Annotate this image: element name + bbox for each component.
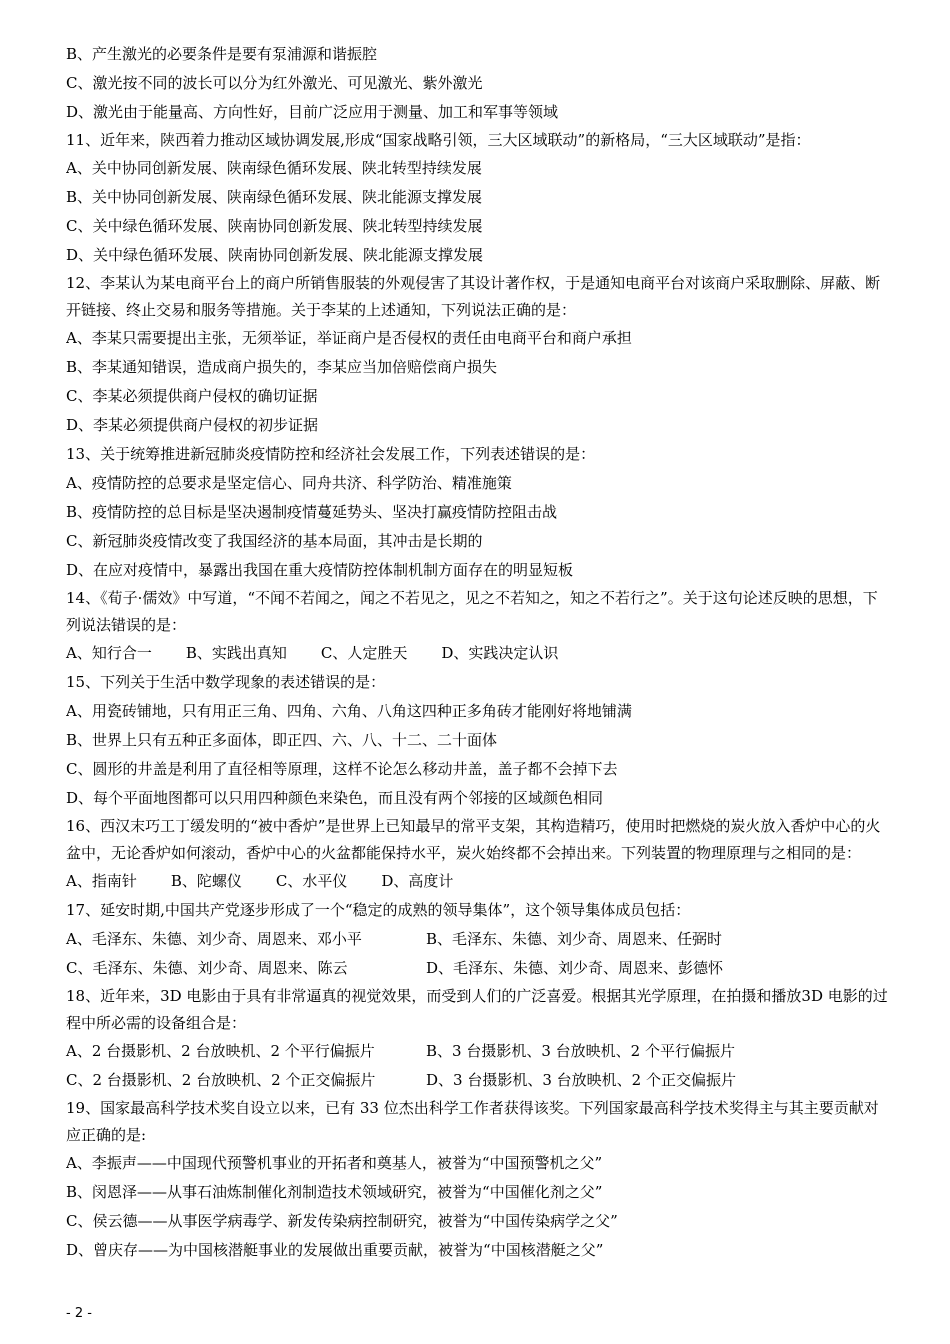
q15-option-a: A、用瓷砖铺地，只有用正三角、四角、六角、八角这四种正多角砖才能刚好将地铺满 xyxy=(66,702,632,720)
q13-option-c: C、新冠肺炎疫情改变了我国经济的基本局面，其冲击是长期的 xyxy=(66,532,483,550)
q14-option-b: B、实践出真知 xyxy=(185,644,287,662)
q11-option-b: B、关中协同创新发展、陕南绿色循环发展、陕北能源支撑发展 xyxy=(66,188,483,206)
q18-option-a: A、2 台摄影机、2 台放映机、2 个平行偏振片 xyxy=(66,1042,375,1060)
q10-option-b: B、产生激光的必要条件是要有泵浦源和谐振腔 xyxy=(66,45,378,63)
q16-option-d: D、高度计 xyxy=(381,872,454,890)
q18-option-c: C、2 台摄影机、2 台放映机、2 个正交偏振片 xyxy=(66,1071,376,1089)
q15-option-d: D、每个平面地图都可以只用四种颜色来染色，而且没有两个邻接的区域颜色相同 xyxy=(66,789,604,807)
q11-option-a: A、关中协同创新发展、陕南绿色循环发展、陕北转型持续发展 xyxy=(66,159,482,177)
q19-stem: 19、国家最高科学技术奖自设立以来，已有 33 位杰出科学工作者获得该奖。下列国家最高科学技术奖得主与其主要贡献对应正确的是: xyxy=(66,1099,879,1144)
q17-options-row-1 xyxy=(66,925,890,954)
q14-options xyxy=(66,639,890,668)
q18-options-row-1 xyxy=(66,1037,890,1066)
q14-stem: 14、《荀子·儒效》中写道，“不闻不若闻之，闻之不若见之，见之不若知之，知之不若行之”。关于这句论述反映的思想，下列说法错误的是： xyxy=(66,589,878,634)
q19-option-d: D、曾庆存——为中国核潜艇事业的发展做出重要贡献，被誉为“中国核潜艇之父” xyxy=(66,1241,604,1259)
q12-option-c: C、李某必须提供商户侵权的确切证据 xyxy=(66,387,318,405)
q11-stem: 11、近年来，陕西着力推动区域协调发展,形成“国家战略引领，三大区域联动”的新格局，“三大区域联动”是指： xyxy=(66,131,811,149)
q15-option-c: C、圆形的井盖是利用了直径相等原理，这样不论怎么移动井盖，盖子都不会掉下去 xyxy=(66,760,618,778)
q17-option-a: A、毛泽东、朱德、刘少奇、周恩来、邓小平 xyxy=(66,930,362,948)
q15-stem: 15、下列关于生活中数学现象的表述错误的是： xyxy=(66,673,386,691)
q18-option-b: B、3 台摄影机、3 台放映机、2 个平行偏振片 xyxy=(426,1042,735,1060)
q10-option-c: C、激光按不同的波长可以分为红外激光、可见激光、紫外激光 xyxy=(66,74,483,92)
page-number: - 2 - xyxy=(66,1306,92,1321)
q17-option-d: D、毛泽东、朱德、刘少奇、周恩来、彭德怀 xyxy=(426,959,724,977)
q15-option-b: B、世界上只有五种正多面体，即正四、六、八、十二、二十面体 xyxy=(66,731,498,749)
q16-option-c: C、水平仪 xyxy=(275,872,348,890)
q19-option-a: A、李振声——中国现代预警机事业的开拓者和奠基人，被誉为“中国预警机之父” xyxy=(66,1154,603,1172)
q17-options-row-2 xyxy=(66,954,890,983)
q19-option-b: B、闵恩泽——从事石油炼制催化剂制造技术领域研究，被誉为“中国催化剂之父” xyxy=(66,1183,603,1201)
q16-stem: 16、西汉末巧工丁缓发明的“被中香炉”是世界上已知最早的常平支架，其构造精巧，使用时把燃烧的炭火放入香炉中心的火盆中，无论香炉如何滚动，香炉中心的火盆都能保持水平，炭火始终都不会掉出来。下列装置的物理原理与之相同的是： xyxy=(66,817,881,862)
q19-option-c: C、侯云德——从事医学病毒学、新发传染病控制研究，被誉为“中国传染病学之父” xyxy=(66,1212,618,1230)
q12-option-d: D、李某必须提供商户侵权的初步证据 xyxy=(66,416,319,434)
q14-option-c: C、人定胜天 xyxy=(320,644,408,662)
q11-option-c: C、关中绿色循环发展、陕南协同创新发展、陕北转型持续发展 xyxy=(66,217,483,235)
q16-option-a: A、指南针 xyxy=(66,872,137,890)
q13-option-a: A、疫情防控的总要求是坚定信心、同舟共济、科学防治、精准施策 xyxy=(66,474,512,492)
q16-option-b: B、陀螺仪 xyxy=(170,872,242,890)
q13-stem: 13、关于统筹推进新冠肺炎疫情防控和经济社会发展工作，下列表述错误的是： xyxy=(66,445,596,463)
q10-option-d: D、激光由于能量高、方向性好，目前广泛应用于测量、加工和军事等领域 xyxy=(66,103,559,121)
q12-option-b: B、李某通知错误，造成商户损失的，李某应当加倍赔偿商户损失 xyxy=(66,358,498,376)
q11-option-d: D、关中绿色循环发展、陕南协同创新发展、陕北能源支撑发展 xyxy=(66,246,484,264)
q12-stem: 12、李某认为某电商平台上的商户所销售服装的外观侵害了其设计著作权，于是通知电商平台对该商户采取删除、屏蔽、断开链接、终止交易和服务等措施。关于李某的上述通知，下列说法正确的是： xyxy=(66,274,881,319)
q17-option-b: B、毛泽东、朱德、刘少奇、周恩来、任弼时 xyxy=(426,930,723,948)
q18-option-d: D、3 台摄影机、3 台放映机、2 个正交偏振片 xyxy=(426,1071,736,1089)
q13-option-d: D、在应对疫情中，暴露出我国在重大疫情防控体制机制方面存在的明显短板 xyxy=(66,561,574,579)
q18-options-row-2 xyxy=(66,1066,890,1095)
q17-option-c: C、毛泽东、朱德、刘少奇、周恩来、陈云 xyxy=(66,959,348,977)
q17-stem: 17、延安时期,中国共产党逐步形成了一个“稳定的成熟的领导集体”，这个领导集体成员包括： xyxy=(66,901,691,919)
q14-option-a: A、知行合一 xyxy=(66,644,152,662)
document-page xyxy=(66,40,890,1265)
q13-option-b: B、疫情防控的总目标是坚决遏制疫情蔓延势头、坚决打赢疫情防控阻击战 xyxy=(66,503,558,521)
q16-options xyxy=(66,867,890,896)
q12-option-a: A、李某只需要提出主张，无须举证，举证商户是否侵权的责任由电商平台和商户承担 xyxy=(66,329,632,347)
q18-stem: 18、近年来，3D 电影由于具有非常逼真的视觉效果，而受到人们的广泛喜爱。根据其光学原理，在拍摄和播放3D 电影的过程中所必需的设备组合是： xyxy=(66,987,888,1032)
q14-option-d: D、实践决定认识 xyxy=(441,644,559,662)
